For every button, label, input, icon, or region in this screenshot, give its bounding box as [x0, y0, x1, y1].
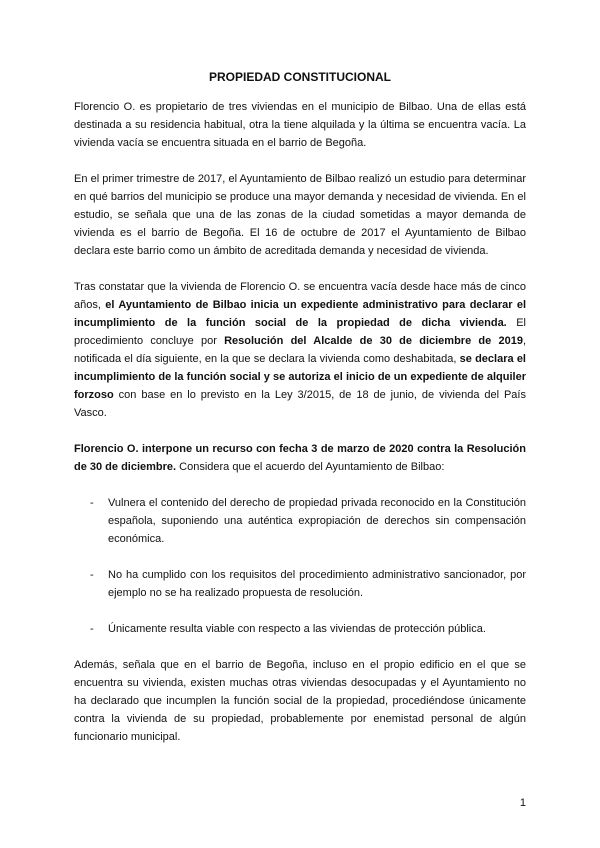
paragraph-3-text-1: Tras constatar que la vivienda de Florencio O. se encuentra vacía desde hace más de cinco años, — [74, 281, 526, 311]
paragraph-4-text-1: Considera que el acuerdo del Ayuntamiento de Bilbao: — [176, 461, 445, 473]
page-number: 1 — [519, 797, 526, 809]
paragraph-3 — [74, 278, 526, 422]
document-page — [74, 70, 526, 764]
list-item — [74, 494, 526, 548]
paragraph-5: Además, señala que en el barrio de Begoña, incluso en el propio edificio en el que se encuentra su vivienda, existen muchas otras viviendas desocupadas y el Ayuntamiento no ha declarado que incumplen la función social de la propiedad, procediéndose únicamente contra la vivienda de su propiedad, probablemente por enemistad personal de algún funcionario municipal. — [74, 659, 526, 743]
paragraph-3-bold-2: Resolución del Alcalde de 30 de diciembre de 2019 — [224, 335, 523, 347]
paragraph-1: Florencio O. es propietario de tres viviendas en el municipio de Bilbao. Una de ellas está destinada a su residencia habitual, otra la tiene alquilada y la última se encuentra vacía. La vivienda vacía se encuentra situada en el barrio de Begoña. — [74, 101, 526, 149]
bullet-dash: - — [90, 569, 94, 581]
list-item-text: Únicamente resulta viable con respecto a las viviendas de protección pública. — [108, 623, 486, 635]
list-item-text: No ha cumplido con los requisitos del procedimiento administrativo sancionador, por ejemplo no se ha realizado propuesta de resolución. — [108, 569, 526, 599]
paragraph-3-bold-3: se declara el incumplimiento de la función social y se autoriza el inicio de un expediente de alquiler forzoso — [74, 353, 526, 401]
paragraph-3-bold-1: el Ayuntamiento de Bilbao inicia un expediente administrativo para declarar el incumplimiento de la función social de la propiedad de dicha vivienda. — [74, 299, 526, 329]
bullet-list — [74, 494, 526, 638]
paragraph-3-text-2: El procedimiento concluye por — [74, 317, 527, 347]
document-title: PROPIEDAD CONSTITUCIONAL — [208, 70, 391, 84]
list-item-text: Vulnera el contenido del derecho de propiedad privada reconocido en la Constitución española, suponiendo una auténtica expropiación de derechos sin compensación económica. — [108, 497, 526, 545]
paragraph-4 — [74, 440, 526, 476]
paragraph-4-bold-1: Florencio O. interpone un recurso con fecha 3 de marzo de 2020 contra la Resolución de 30 de diciembre. — [74, 443, 526, 473]
paragraph-3-text-4: con base en lo previsto en la Ley 3/2015, de 18 de junio, de vivienda del País Vasco. — [74, 389, 526, 419]
bullet-dash: - — [90, 623, 94, 635]
paragraph-2: En el primer trimestre de 2017, el Ayuntamiento de Bilbao realizó un estudio para determinar en qué barrios del municipio se produce una mayor demanda y necesidad de vivienda. En el estudio, se señala que una de las zonas de la ciudad sometidas a mayor demanda de vivienda es el barrio de Begoña. El 16 de octubre de 2017 el Ayuntamiento de Bilbao declara este barrio como un ámbito de acreditada demanda y necesidad de vivienda. — [74, 173, 526, 257]
bullet-dash: - — [90, 497, 94, 509]
paragraph-3-text-3: , notificada el día siguiente, en la que se declara la vivienda como deshabitada, — [74, 335, 527, 365]
list-item — [74, 566, 526, 602]
list-item — [74, 620, 526, 638]
